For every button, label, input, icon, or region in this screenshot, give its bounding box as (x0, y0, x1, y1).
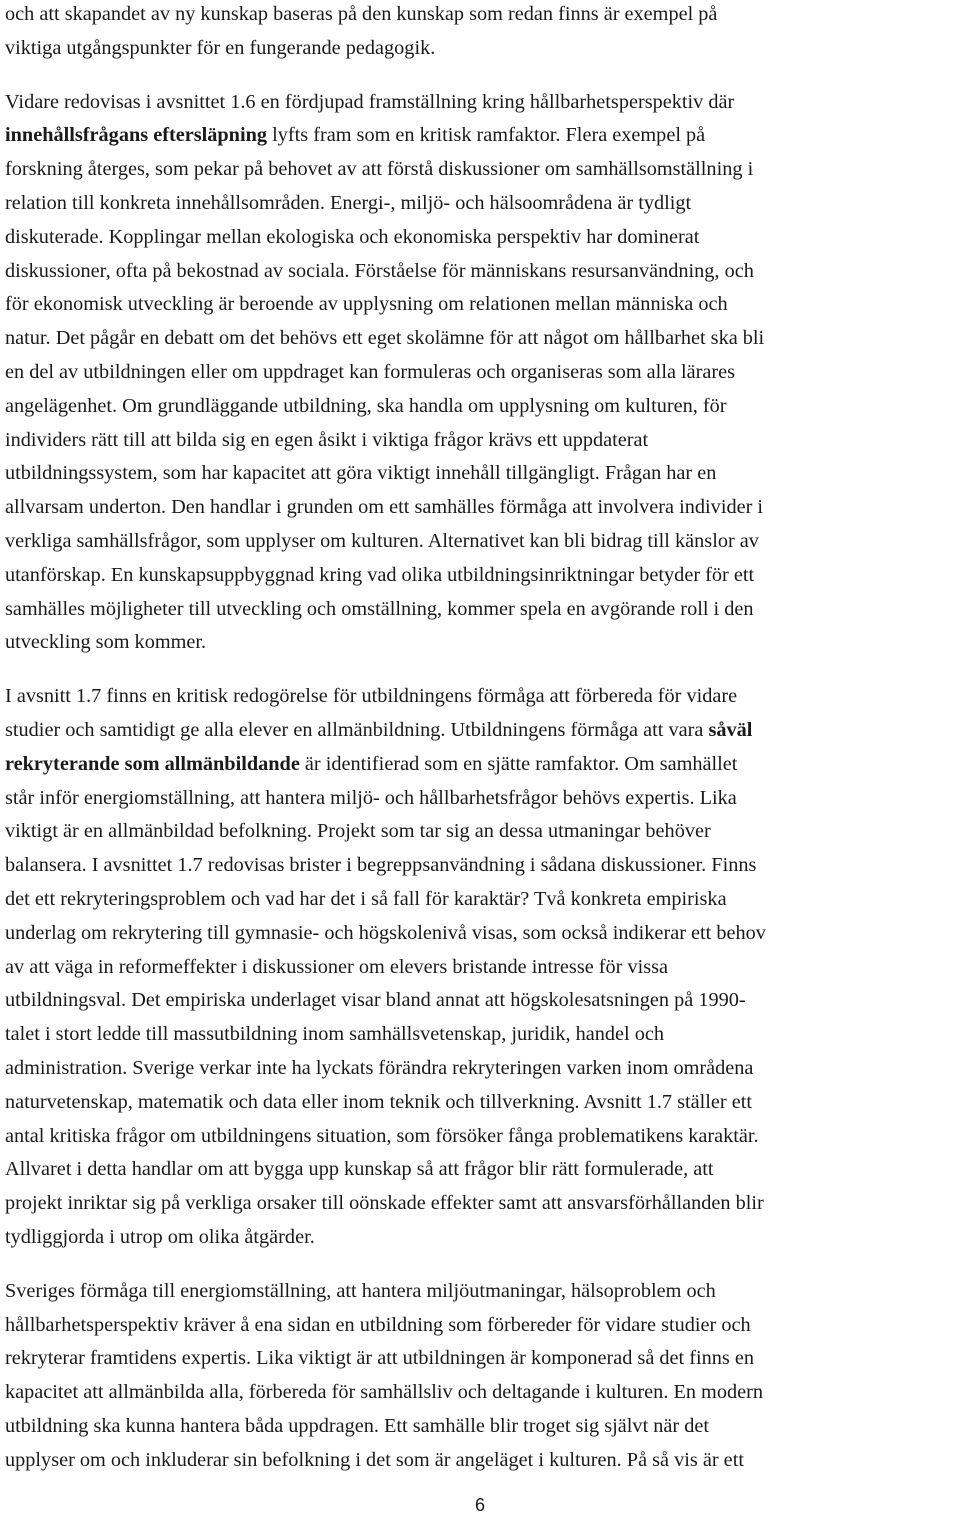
text-run: naturvetenskap, matematik och data eller inom teknik och tillverkning. Avsnitt 1.7 ställer ett (5, 1090, 753, 1113)
text-run: utbildning ska kunna hantera båda uppdragen. Ett samhälle blir troget sig självt när det (5, 1415, 710, 1437)
text-run: utanförskap. En kunskapsuppbyggnad kring vad olika utbildningsinriktningar betyder för ett (5, 563, 755, 586)
text-line (5, 785, 737, 811)
text-line (5, 717, 752, 743)
bold-text: innehållsfrågans eftersläpning (5, 124, 267, 147)
text-run: Allvaret i detta handlar om att bygga upp kunskap så att frågor blir rätt formulerade, att (5, 1158, 714, 1181)
page-number: 6 (474, 1495, 485, 1515)
text-line (5, 1190, 764, 1216)
text-line (5, 224, 699, 250)
text-run: för ekonomisk utveckling är beroende av upplysning om relationen mellan människa och (5, 293, 728, 316)
text-line (5, 427, 648, 453)
text-line (5, 460, 716, 486)
text-line (5, 852, 756, 878)
text-run: forskning återges, som pekar på behovet av att förstå diskussioner om samhällsomställning i (5, 158, 754, 181)
text-line (5, 291, 728, 317)
text-run: samhälles möjligheter till utveckling och omställning, kommer spela en avgörande roll i den (5, 597, 754, 620)
text-line (5, 683, 737, 709)
text-line (5, 562, 754, 588)
text-run: och att skapandet av ny kunskap baseras på den kunskap som redan finns är exempel på (5, 3, 718, 25)
text-run: relation till konkreta innehållsområden. Energi-, miljö- och hälsoområdena är tydligt (5, 192, 692, 214)
text-run: underlag om rekrytering till gymnasie- och högskolenivå visas, som också indikerar ett behov (5, 921, 766, 944)
text-line (5, 89, 734, 115)
text-line (5, 35, 435, 61)
text-line (5, 596, 754, 622)
text-run: utveckling som kommer. (5, 631, 207, 654)
text-run: I avsnitt 1.7 finns en kritisk redogörelse för utbildningens förmåga att förbereda för vidare (5, 685, 738, 708)
text-run: natur. Det pågår en debatt om det behövs ett eget skolämne för att något om hållbarhet ska bli (5, 327, 765, 350)
text-line (5, 920, 766, 946)
text-line (5, 258, 754, 284)
text-line (5, 1089, 752, 1115)
text-line (5, 629, 206, 655)
text-line (5, 122, 705, 148)
text-run: hållbarhetsperspektiv kräver å ena sidan en utbildning som förbereder för vidare studier och (5, 1313, 751, 1336)
text-run: utbildningsval. Det empiriska underlaget visar bland annat att högskolesatsningen på 1990- (5, 989, 746, 1012)
text-run: utbildningssystem, som har kapacitet att göra viktigt innehåll tillgängligt. Frågan har en (5, 462, 717, 485)
text-run: antal kritiska frågor om utbildningens situation, som försöker fånga problematikens karaktär. (5, 1124, 759, 1147)
text-line (5, 1345, 754, 1371)
text-line (5, 751, 737, 777)
text-run: en del av utbildningen eller om uppdraget kan formuleras och organiseras som alla lärares (5, 361, 736, 383)
text-run: tydliggjorda i utrop om olika åtgärder. (5, 1226, 315, 1248)
text-line (5, 886, 727, 912)
text-run: är identifierad som en sjätte ramfaktor. Om samhället (299, 752, 738, 775)
text-line (5, 1278, 716, 1304)
text-line (5, 1447, 744, 1473)
text-line (5, 987, 746, 1013)
text-run: kapacitet att allmänbilda alla, förbereda för samhällsliv och deltagande i kulturen. En modern (5, 1381, 764, 1404)
text-line (5, 1055, 753, 1081)
text-run: individers rätt till att bilda sig en egen åsikt i viktiga frågor krävs ett uppdaterat (5, 428, 649, 451)
text-run: det ett rekryteringsproblem och vad har det i så fall för karaktär? Två konkreta empiriska (5, 888, 727, 910)
text-line (5, 1, 717, 27)
text-line (5, 1123, 759, 1149)
text-line (5, 1021, 664, 1047)
text-line (5, 156, 753, 182)
text-line (5, 528, 759, 554)
text-run: allvarsam underton. Den handlar i grunden om ett samhälles förmåga att involvera individer i (5, 496, 764, 519)
text-line (5, 325, 764, 351)
text-run: Sveriges förmåga till energiomställning, att hantera miljöutmaningar, hälsoproblem och (5, 1279, 716, 1302)
text-line (5, 818, 711, 844)
text-run: talet i stort ledde till massutbildning inom samhällsvetenskap, juridik, handel och (5, 1023, 665, 1046)
bold-text: rekryterande som allmänbildande (5, 752, 300, 775)
text-line (5, 1156, 713, 1182)
text-line (5, 954, 668, 980)
text-run: viktigt är en allmänbildad befolkning. Projekt som tar sig an dessa utmaningar behöver (5, 820, 711, 843)
text-line (5, 1312, 751, 1338)
text-run: lyfts fram som en kritisk ramfaktor. Flera exempel på (267, 124, 706, 147)
text-run: viktiga utgångspunkter för en fungerande pedagogik. (5, 36, 436, 59)
text-run: står inför energiomställning, att hantera miljö- och hållbarhetsfrågor behövs expertis. Lika (5, 786, 737, 809)
text-run: av att väga in reformeffekter i diskussioner om elevers bristande intresse för vissa (5, 955, 669, 978)
text-run: projekt inriktar sig på verkliga orsaker till oönskade effekter samt att ansvarsförhållanden blir (5, 1192, 764, 1215)
text-run: diskuterade. Kopplingar mellan ekologiska och ekonomiska perspektiv har dominerat (5, 225, 700, 248)
text-run: upplyser om och inkluderar sin befolkning i det som är angeläget i kulturen. På så vis är ett (5, 1448, 744, 1471)
text-line (5, 494, 763, 520)
text-run: studier och samtidigt ge alla elever en allmänbildning. Utbildningens förmåga att vara (5, 719, 709, 741)
text-run: balansera. I avsnittet 1.7 redovisas brister i begreppsanvändning i sådana diskussioner. Finns (5, 854, 757, 877)
text-run: verkliga samhällsfrågor, som upplyser om kulturen. Alternativet kan bli bidrag till känslor av (5, 530, 759, 552)
text-run: administration. Sverige verkar inte ha lyckats förändra rekryteringen varken inom områdena (5, 1057, 754, 1079)
bold-text: såväl (708, 719, 753, 741)
text-run: Vidare redovisas i avsnittet 1.6 en fördjupad framställning kring hållbarhetsperspektiv där (5, 90, 735, 113)
text-run: rekryterar framtidens expertis. Lika viktigt är att utbildningen är komponerad så det finns en (5, 1347, 755, 1370)
text-line (5, 1413, 709, 1439)
text-line (5, 190, 691, 216)
text-run: angelägenhet. Om grundläggande utbildning, ska handla om upplysning om kulturen, för (5, 394, 727, 417)
text-line (5, 1379, 763, 1405)
text-line (5, 1224, 315, 1250)
text-run: diskussioner, ofta på bekostnad av sociala. Förståelse för människans resursanvändning, och (5, 259, 754, 282)
text-line (5, 359, 735, 385)
text-line (5, 393, 727, 419)
